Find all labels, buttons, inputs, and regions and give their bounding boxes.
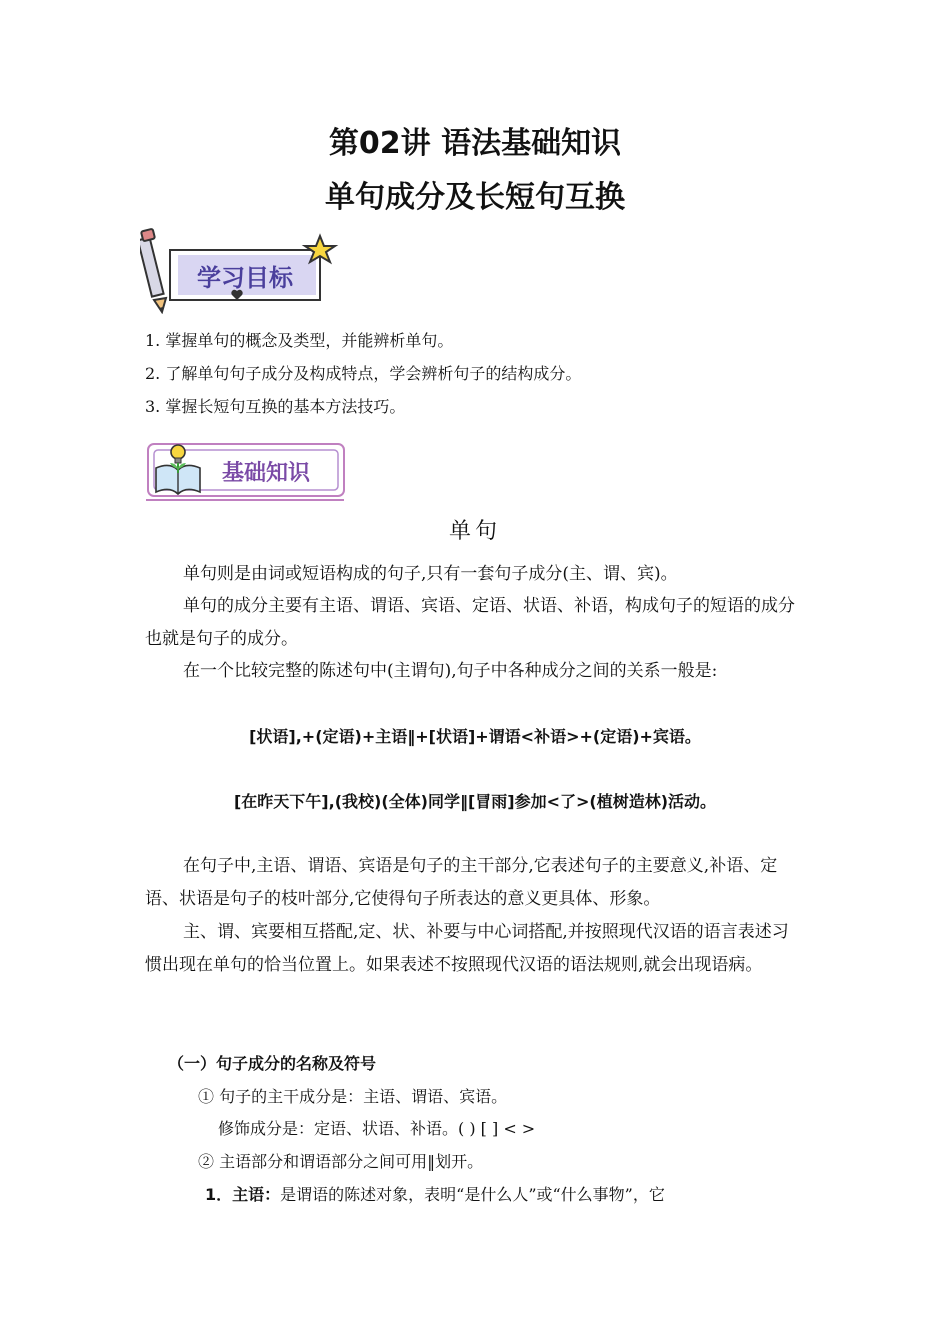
goal-item: 2. 了解单句句子成分及构成特点，学会辨析句子的结构成分。: [145, 364, 582, 383]
term-label: 1．主语：: [205, 1185, 281, 1204]
learning-goals-label: 学习目标: [197, 264, 293, 292]
term-definition: 是谓语的陈述对象，表明“是什么人”或“什么事物”，它: [280, 1185, 665, 1204]
list-item: [205, 1184, 815, 1206]
paragraph: 在句子中,主语、谓语、宾语是句子的主干部分,它表述句子的主要意义,补语、定语、状语是句子的枝叶部分,它使得句子所表达的意义更具体、形象。: [145, 856, 778, 909]
list-item: ① 句子的主干成分是：主语、谓语、宾语。: [198, 1087, 508, 1106]
paragraph: 单句则是由词或短语构成的句子,只有一套句子成分(主、谓、宾)。: [183, 564, 678, 584]
pencil-icon: [140, 229, 166, 312]
basic-knowledge-badge: [144, 438, 350, 506]
goal-item: 3. 掌握长短句互换的基本方法技巧。: [145, 397, 406, 416]
page-subtitle: 单句成分及长短句互换: [325, 180, 625, 215]
paragraph: 在一个比较完整的陈述句中(主谓句),句子中各种成分之间的关系一般是:: [183, 661, 718, 681]
list-item: 修饰成分是：定语、状语、补语。( ) [ ] < >: [218, 1119, 536, 1138]
learning-goals-badge: [140, 228, 340, 314]
subsection-heading: （一）句子成分的名称及符号: [168, 1054, 377, 1073]
list-item: ② 主语部分和谓语部分之间可用‖划开。: [198, 1152, 484, 1171]
sentence-formula: [状语],+(定语)+主语‖+[状语]+谓语<补语>+(定语)+宾语。: [249, 727, 701, 746]
goal-item: 1. 掌握单句的概念及类型，并能辨析单句。: [145, 331, 454, 350]
example-sentence: [在昨天下午],(我校)(全体)同学‖[冒雨]参加<了>(植树造林)活动。: [233, 792, 717, 811]
basic-knowledge-label: 基础知识: [221, 461, 311, 486]
paragraph: 主、谓、宾要相互搭配,定、状、补要与中心词搭配,并按照现代汉语的语言表述习惯出现在单句的恰当位置上。如果表述不按照现代汉语的语法规则,就会出现语病。: [145, 922, 789, 975]
page-title: 第02讲 语法基础知识: [328, 126, 622, 161]
section-heading: 单句: [448, 519, 501, 544]
paragraph: 单句的成分主要有主语、谓语、宾语、定语、状语、补语，构成句子的短语的成分也就是句子的成分。: [145, 596, 795, 649]
